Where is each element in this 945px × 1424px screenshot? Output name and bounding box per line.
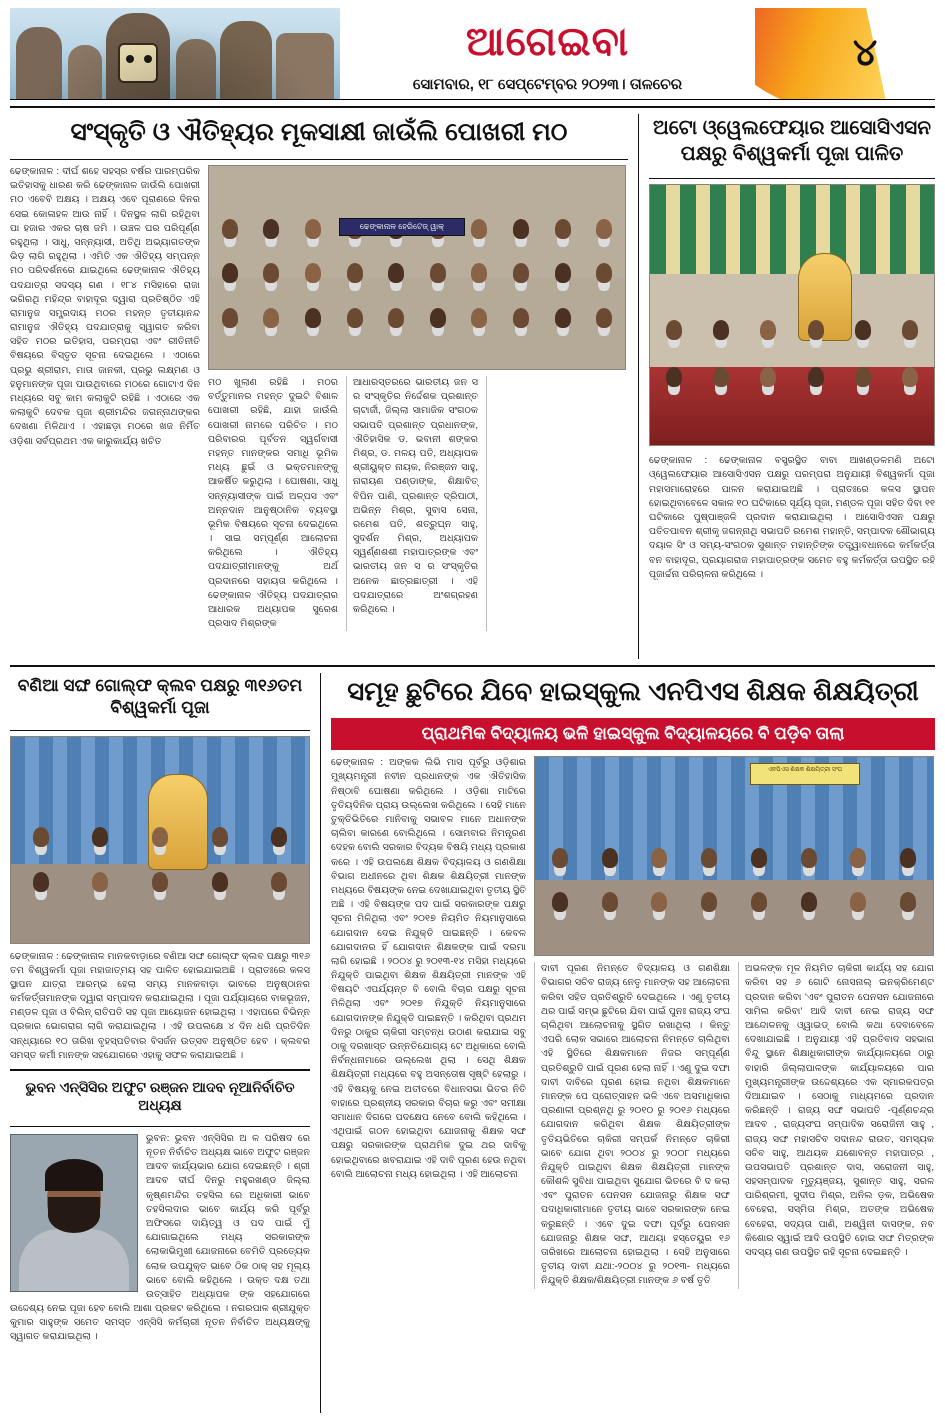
section-bottom [10, 673, 935, 1413]
section-top [10, 114, 935, 659]
page-number: ୪ [852, 32, 878, 74]
story1-col-2: ମଠ ଖୁଲାଣ ରହିଛି । ମଠର ବର୍ତ୍ତୁମାନର ମହନ୍ତ ଦୁଇଟି ବିଶାଳ ପୋଖରୀ ରହିଛି, ଯାହା ଜାଉଁଲି ପୋଖରୀ ନାମରେ ପରିଚିତ । ମଠ ପରିବାରର ପୂର୍ବତନ ସ୍ୱର୍ଗବାସୀ ମହନ୍ତ ମାନଙ୍କର ସମାଧି ଭୂମିକ ମଧ୍ୟ ଛୁଇଁ ଓ ଭକ୍ତମାନଙ୍କୁ ଆକର୍ଷିତ କରୁଥିଲା । ଘୋଷଣା, ସାଧୁ ସନ୍ନ୍ୟାସୀଙ୍କ ପାଇଁ ଅଳ୍ପସ ଏବଂ ଅନ୍ନଦାନ ଆନୁଷ୍ଠାନିକ ବ୍ୟବସ୍ଥା ଭୂମିକ ବିଷୟରେ ସୂଚନା ଦେଇଥିଲେ । ସାଇ ସମ୍ପୂର୍ଣ୍ଣ ଆଲୋଚନା କରିଥିଲେ । ଐତିହ୍ୟ ପଦଯାତ୍ରୀମାନଙ୍କୁ ଅର୍ଥ ପ୍ରଦାନରେ ସହାୟତା କରିଥିଲେ । ଢେଙ୍କାନାଳ ଐତିହ୍ୟ ପଦଯାତ୍ରାର ଆଧାରକ ଅଧ୍ୟାପକ ସୁରେଶ ପ୍ରସାଦ ମିଶ୍ରଙ୍କ [208, 377, 338, 630]
left-column-stories [10, 673, 310, 1413]
story5-col-3: ଅଭଳଙ୍କ ମୂଳ ନିୟମିତ ଚାକିରୀ କାର୍ଯ୍ୟ ସହ ଯୋଗ କରିବା ସହ ୬ ଗୋଟି ନୋସନାଲ୍ ଇନକ୍ରିମେଣ୍ଟ ପ୍ରଦାନ କରିବା 'ଏବଂ ପୁରାତନ ପେନସନ ଯୋଜନାରେ ସାମିଲ କରିବା' ଆଦି ଦାବୀ ନେଇ ରାଜ୍ୟ ସଙ୍ଘ ଆନ୍ଦୋଳନକୁ ଓ୍ୱାଇଡ୍ ବୋଲି କଥା ଦେବାବେଳେ ଦେଖାଯାଇଛି । ଅନୁଯାୟୀ ଏହି ପ୍ରତିବାଦ ସହଭାଗ ବିନ୍ଦୁ ସ୍ଥାନେ ଶିକ୍ଷାଧିକାରୀଙ୍କ କାର୍ଯ୍ୟାଳୟରେ ଠାରୁ ବାହାରି ଜିଲ୍ଲାପାଳଙ୍କ କାର୍ଯ୍ୟାଳୟରେ ପାର ମୁଖ୍ୟମନ୍ତ୍ରୀଙ୍କ ଉଦ୍ଦେଶ୍ୟରେ ଏକ ସ୍ମାରକପତ୍ର ଦିଆଯାଇବ । ସେଠାକୁ ମାଧ୍ୟମରେ ପ୍ରଦାନ କରିଛନ୍ତି । ରାଜ୍ୟ ସଙ୍ଘ ସଭାପତି -ପୂର୍ଣ୍ଣଚନ୍ଦ୍ର ଆଦବ , ରାଜ୍ୟସଂଘ ସମ୍ପାଦିକ ସରୋଜିନୀ ସାହୁ , ରାଜ୍ୟ ସଙ୍ଘ ମହାସଚିବ ସଦାନନ୍ଦ ରାଉତ, ସମସ୍ୟକ ସଚିବ ସାହୁ, ଆଥୟକ ଯଶୋବନ୍ତ ମହାପାତ୍ର , ଉପସଭାପତି ପ୍ରଶାନ୍ତ ଦାସ, ସରୋଜନୀ ସାହୁ, ସହସମ୍ପାଦକ ମୃତ୍ୟୁଞ୍ଜୟ, ସୁଶାନ୍ତ ସାହୁ, ସରଳ ପାରିଶ୍ରମୀ, ସୁଦୀପ ମିଶ୍ର, ଅନିଲ ଡ଼କ, ଅଭିଷେକ ବେହେରା, ସସ୍ମିତା ମିଶ୍ର, ଅତଙ୍କ ଅଭିଷେକ ବେହେରା, ସଦ୍ୟତା ପାଣି, ଅଶ୍ୱିନୀ ଦାସଙ୍କ, ନବ କିଶୋର ସ୍ୱାଇଁ ଆଦି ଉପସ୍ଥିତି ହୋଇ ସଙ୍ଘ ମିତ୍ରଙ୍କ ସଦସ୍ୟ ଗଣ ଉପସ୍ଥିତ ରହି ସୂଚନା ଦେଇଛନ୍ତି । [738, 962, 934, 1288]
story5-photo [534, 756, 934, 956]
story2-body: ଢେଙ୍କାନାଳ : ଢେଙ୍କାନାଳ ବସ୍ତ୍ରସ୍ଥିତ ବାବା ଆଖଣ୍ଡଳମଣି ଅଟୋ ଓ୍ୱେଲଫେୟାର ଆସୋସିଏସନ ପକ୍ଷରୁ ପରମ୍ପରା ଅନୁଯାୟୀ ବିଶ୍ୱକର୍ମା ପୂଜା ମହାସମାରୋହରେ ପାଳନ କରାଯାଇଅଛି । ପ୍ରାତଃରେ କଳସ ସ୍ଥାପନ ହୋଇଥିବାବେଳେ ସକାଳ ୧୦ ଘଟିକାରେ ସୂର୍ଯ୍ୟ ପୂଜା, ମଣ୍ଡଳ ପୂଜା ସହିତ ଦିବା ୧୧ ଘଟିକାରେ ପୁଷ୍ପାଞ୍ଜଳି ପ୍ରଦାନ କରାଯାଇଥିଲା । ଆସୋସିଏସନ ପକ୍ଷରୁ ପତିତପାବନ ଶ୍ରୀକୃ ଜଗନ୍ନାଥି ସଭାପତି ରମେଶ ମହାନ୍ତି, ସମ୍ପାଦକ ଶୌଭାଗ୍ୟ ଦୟାଳ ସିଂ ଓ ସମ୍ୟ-ସଂଗଠକ ସୁଶାନ୍ତ ମହାନ୍ତିଙ୍କ ତତ୍ତ୍ୱାବଧାନରେ କର୍ମକର୍ତ୍ତା ବନ ବାହାଦୂର, ପ୍ରୟାଗରାଜ ମହାପାତ୍ରଙ୍କ ସମେତ ବହୁ କର୍ମକର୍ତ୍ତା ଉପସ୍ଥିତ ରହି ପୂଜାର୍ଚ୍ଚନା ପରିଚାଳନା କରିଥିଲେ । [649, 455, 935, 580]
paper-date-line: ସୋମବାର, ୧୮ ସେପ୍ଟେମ୍ବର ୨୦୨୩। ତାଳଚେର [412, 76, 683, 93]
story1-photo [208, 165, 626, 370]
story3-photo [10, 736, 310, 944]
story3-body: ଢେଙ୍କାନାଳ : ଢେଙ୍କାନାଳ ମାନକବାଡ଼ାରେ ବଣିଆ ସଙ୍ଘ ଗୋଲ୍ଫ କ୍ଲବ ପକ୍ଷରୁ ୩୧୬ ତମ ବିଶ୍ୱକର୍ମା ପୂଜା ମହାଜାତ୍ମୟ ସହ ପାଳିତ ହୋଇଯାଇଅଛି । ପ୍ରାତଃରେ କଳସ ସ୍ଥାପନ ଯାତ୍ରା ଆରମ୍ଭ ହେଲା ସମ୍ୟ ମାନକବାଡ଼ା ଭାବରେ ଅନୁଷ୍ଠାନର କର୍ମକର୍ତ୍ତାମାନଙ୍କ ଦ୍ୱାରା ସମ୍ପାଦନ କରାଯାଇଥିଲା । ପୂଜା ପର୍ଯ୍ୟାୟରେ ବାକଭୂଜନ, ମଣ୍ଡଳ ପୂଜା ଓ ବିଲିନ୍ ରାତିପତି ସହ ପୂଜା ଆୟୋଜନ ହୋଇଥିଲା । ଏହାପରେ ବିଭିନ୍ନ ପ୍ରକାର ଭୋଗରାଗ ଲାଗି କରାଯାଇଥିଲା । ଏହି ଉପଲକ୍ଷେ ୪ ଦିନ ଧରି ପ୍ରତିଦିନ ସନ୍ଧ୍ୟାରେ ୧୦ ତାରିଖ ବୃହସ୍ପତିବାର ବିସର୍ଜନ ଉତ୍ସବ ଅନୁଷ୍ଠିତ ହେବ । କ୍ଲବର ସମସ୍ତ କର୍ମୀ ମାନଙ୍କ ସହଯୋଗରେ ଏହାକୁ ସଫଳ କରାଯାଇଅଛି । [10, 950, 310, 1061]
ganesh-idol [148, 774, 208, 870]
story1-photo-banner: ଢେଙ୍କାନାଳ ହେରିଟେଜ୍ ୱାକ୍ [339, 218, 465, 236]
story1-col-1: ଢେଙ୍କାନାଳ : ଦୀର୍ଘ ଶହେ ସହସ୍ର ବର୍ଷର ପାରମ୍ପରିକ ଇତିହାସକୁ ଧାରଣ କରି ଢେଙ୍କାନାଳ ଜାଉଁଲି ପୋଖରୀ ମଠ ଏବେବି ଅକ୍ଷୟ । ଅକ୍ଷୟ ଏବେ ପୂରାଣରେ ଦିନର ସେଇ କୋଳାହଳ ଆଉ ନାହିଁ । ଦିନସ୍ଥଳ ଲାଗି ରହିଥିବା ପା ହଜାର ଏକର ଚାଷ ଜମି । ଉଞ୍ଚଳ ଘର ପରିପୂର୍ଣ୍ଣ ରହୁଥିଲା । ସାଧୁ, ସନ୍ନ୍ୟାସୀ, ଅତିଥି ଅଭ୍ୟାଗତଙ୍କ ଭିଡ଼ ଲାଗି ରହୁଥିଲା । ଏମିତି ଏକ ଐତିହ୍ୟ ସମ୍ପନ୍ନ ମଠ ପରିଦର୍ଶନରେ ଯାଇଥିଲେ ଢେଙ୍କାନାଳ ଐତିହ୍ୟ ପଦଯାତ୍ରା ସଦସ୍ୟ ଗଣ । ୧୮୪ ମସିହାରେ ରାଜା ଭଗିରଥି ମହିନ୍ଦ୍ର ବାହାଦୂର ଦ୍ୱାରା ପ୍ରତିଷ୍ଠିତ ଏହି ରାମାନୁଜ ସମ୍ପ୍ରଦାୟ ମଠର ମହନ୍ତ ତୃତୀୟାନନ୍ଦ ରାମାନୁଜ ଐତିହ୍ୟ ପଦଯାତ୍ରାକୁ ସ୍ୱାଗତ କରିବା ସହିତ ମଠର ଇତିହାସ, ପରମ୍ପରା ଏବଂ ରୀତିନୀତି ବିଷୟରେ ବିସ୍ତୃତ ସୂଚନା ଦେଇଥିଲେ । ଏଠାରେ ପ୍ରଭୁ ଶ୍ରୀରାମ, ମାତା ଜାନକୀ, ପ୍ରଭୁ ଲକ୍ଷ୍ମଣ ଓ ହନୁମାନଙ୍କ ପୂଜା ପାଉଥିବାରେ ମଠରେ ଗୋଟାଏ ଦିନ ମଧ୍ୟରେ ସବୁ କାମ କଲାକୁଟି ରହିଛି । ଏଠାରେ ଏକ କଲାକୁଟି ଦେବକ ପୂଜା ଶ୍ରୀମନ୍ଦିର ଜଗନ୍ନାଥଙ୍କର ଦେଖଣା ମିଳିଥାଏ । ଏହାଛଡ଼ା ମଠରେ ଖଜ ନିର୍ମିତ ଓଡ଼ିଶା ସର୍ବପ୍ରଥମ ଏକ କାରୁକାର୍ଯ୍ୟ ଖଚିତ [10, 166, 200, 447]
masthead-title-block [340, 8, 755, 99]
story3-headline: ବଣିଆ ସଙ୍ଘ ଗୋଲ୍ଫ କ୍ଲବ ପକ୍ଷରୁ ୩୧୬ତମ ବିଶ୍ୱକର୍ମା ପୂଜା [17, 676, 303, 717]
story1-col-3: ଆଧାରସ୍ତରରେ ଭାରତୀୟ ଜନ ସ ର ସଂସ୍କୃତିର ନିର୍ଦ୍ଦେଶକ ପ୍ରଶାନ୍ତ ଚାଟାର୍ଜୀ, ଜିଲ୍ଲା ସାମାଜିକ ସଂଗଠକ ସଭାପତି ପ୍ରଶାନ୍ତ ପ୍ରଧାନଙ୍କ, ଐତିହାସିକ ଡ. ଭବାନୀ ଶଙ୍କର ମିଶ୍ର, ଡ. ମଳୟ ପତି, ଅଧ୍ୟାପକ ଶ୍ରୀୟୁକ୍ତ ନାୟକ, ନିରଞ୍ଜନ ସାହୁ, ନାରାୟଣ ପଣ୍ଡାଙ୍କ, ଶିକ୍ଷାବିତ୍ ବିପିନ ପାଣି, ପ୍ରଶାନ୍ତ ଦ୍ରିପାଠୀ, ଅଭିନ୍ନ ମିଶ୍ର, ସୁବାସ ସେନା, ରମେଶ ପତି, ଶତ୍ରୁଘ୍ନ ସାହୁ, ସୁଦର୍ଶନ ମିଶ୍ର, ଅଧ୍ୟାପକ ସ୍ୱର୍ଣ୍ଣଶଶୀ ମହାପାତ୍ରଙ୍କ ଏବଂ ଭାରତୀୟ ଜନ ସ ର ସଂସ୍କୃତିର ଅନେକ ଛାତ୍ରଛାତ୍ରୀ । ଏହି ପଦଯାତ୍ରାରେ ଅଂଶଗ୍ରହଣ କରିଥିଲେ । [346, 376, 478, 631]
masthead-temple-photo [10, 8, 340, 99]
story4-body: ଭୁବନ: ଭୁବନ ଏନ୍‌ସିସିର ଅ ଳ ପରିଷଦ ରେ ନୂତନ ନିର୍ବାଚିତ ଅଧ୍ୟକ୍ଷ ଭାବେ ଅଫୁଟ ରଞ୍ଜନ ଆଦବ କାର୍ଯ୍ୟଭାର ଯୋଗ ଦେଇଛନ୍ତି । ଶ୍ରୀ ଆଦବ ଦୀର୍ଘ ଦିନରୁ ମହୁରଖଣ୍ଡ ଜିଲ୍ଲା କୃଷ୍ଣମନ୍ଦିର ତହସିଲ ରେ ଅଧିକାରୀ ଭାବେ ତହସିଲଦାର ଭାବେ କାର୍ଯ୍ୟ କରି ପୂର୍ବରୁ ଅଫିସରେ ଦାୟିତ୍ୱ ଓ ପଦ ପାଇଁ ମୁଁ ଯୋଗାଇଥିଲେ ମଧ୍ୟ ସରକାରଙ୍କ ଲୋକାଭିମୁଖୀ ଯୋଜନାରେ ବେମିତି ପ୍ରତ୍ୟେକ ଲୋକ ଉପଯୁକ୍ତ ଭାବେ ଠିକ ଠାକ୍ ସହ ମୂଲ୍ୟ ଭାବେ ବୋଲି କହିଥିଲେ । ଉକ୍ତ ଦକ୍ଷ ତଥା ଉତ୍ସାହିତ ଅଧ୍ୟାପକ ଙ୍କ ସହଯୋଗରେ ଉଦ୍ଦେଶ୍ୟ ନେଇ ପୂଜା ହେବ ବୋଲି ଆଶା ପ୍ରକଟ କରିଥିଲେ । ନଗରପାଳ ଶ୍ରୀଯୁକ୍ତ କୁମାର ସାହୁଙ୍କ ସମେତ ସମସ୍ତ ଏନ୍‌ସିସି କର୍ମଚାରୀ ନୂତନ ନିର୍ବାଚିତ ଅଧ୍ୟକ୍ଷଙ୍କୁ ସ୍ୱାଗତ କରାଯାଇଥିଲା । [10, 1132, 310, 1343]
masthead [10, 8, 935, 100]
story5-subhead: ପ୍ରାଥମିକ ବିଦ୍ୟାଳୟ ଭଳି ହାଇସ୍କୁଲ ବିଦ୍ୟାଳୟରେ ବି ପଡ଼ିବ ତାଲା [331, 718, 935, 750]
story2-headline: ଅଟୋ ଓ୍ୱେଲଫେୟାର ଆସୋସିଏସନ ପକ୍ଷରୁ ବିଶ୍ୱକର୍ମା ପୂଜା ପାଳିତ [653, 117, 931, 165]
story4-headline: ଭୁବନ ଏନ୍‌ସିସିର ଅଫୁଟ ରଞ୍ଜନ ଆଦବ ନୂଆନିର୍ବାଚିତ ଅଧ୍ୟକ୍ଷ [25, 1079, 295, 1113]
story1-headline: ସଂସ୍କୃତି ଓ ଐତିହ୍ୟର ମୂକସାକ୍ଷୀ ଜାଉଁଲି ପୋଖରୀ ମଠ [70, 118, 568, 146]
story5-photo-sign: ଏନପିଏସ ଶିକ୍ଷକ ଶିକ୍ଷୟିତ୍ରୀ ସଂଘ [750, 763, 860, 785]
story5-headline: ସମୂହ ଛୁଟିରେ ଯିବେ ହାଇସ୍କୁଲ ଏନପିଏସ ଶିକ୍ଷକ ଶିକ୍ଷୟିତ୍ରୀ [347, 676, 919, 706]
story5-col-2: ଦାବୀ ପୂରଣ ନିମନ୍ତେ ବିଦ୍ୟାଳୟ ଓ ଗଣଶିକ୍ଷା ବିଭାଗର ସଚିବ ରାଜ୍ୟ ନେତୃ ମାନଙ୍କ ସହ ଆଲୋଚନା କରିବା ସହିତ ପ୍ରତିଶ୍ରୁତି ଦେଇଥିଲେ । ଏଣୁ ତୃତୀୟ ଥର ପାଇଁ ସମ୍ଭ ଛୁଟିରେ ଯିବା ପାଇଁ ପୁନଃ ରାଜ୍ୟ ସଂଘ ଚାଲିଥିବା ଆଲୋଚନାକୁ ସ୍ଥଗିତ ରଖାଥିଲା । କିନ୍ତୁ ଏପରି ଲୋକ ସଭାରେ ଆଲୋଚନା ନିମନ୍ତେ ଚାଲିଥିବା ଏହି ସ୍ଥିତିରେ ଶିକ୍ଷକମାନେ ନିଜର ସମ୍ପୂର୍ଣ୍ଣ ପ୍ରତିଶ୍ରୁତି ପାଇଁ ପୂରଣ ହେଲା ନାହିଁ । ଏଣୁ ଦୁଇ ଦଫା ଦାବୀ ଦାବିରେ ପୂରଣ ହୋଇ ନଥିବା ଶିକ୍ଷକମାନେ ମାନଙ୍କ ପେ ପ୍ରୋତ୍ସାହନ ଭଳି ଏବେ ଅସମାଧିକାର ପ୍ରଣାଳୀ ପ୍ରଶ୍ନଥି ରୁ ୨୦୧୦ ରୁ ୨୦୧୬ ମଧ୍ୟରେ ଯୋଗଦାନ କରିଥିବା ଶିକ୍ଷକ ଶିକ୍ଷୟିତ୍ରୀଙ୍କ ତୃତିୟଭିତିରେ ଚାକିରୀ ସମ୍ପର୍କ ନିମନ୍ତେ ଚାକିରୀ ଭାବେ ଯୋଗ ଥିବା ୨୦୦୪ ରୁ ୨୦୦୮ ମଧ୍ୟରେ ନିଯୁକ୍ତି ପାଇଥିବା ଶିକ୍ଷକ ଶିକ୍ଷୟିତ୍ରୀ ମାନଙ୍କ କୌଶଳି ସୁବିଧା ପାଇଥିବା ସୁଯୋଗ ଭିତରେ ବି ଦ କଲା ଏବଂ ପୁରାତନ ପେନସନ ଯୋଜନାରୁ ଶିକ୍ଷକ ସଙ୍ଘ ପଦାଧିକାରୀମାନେ ତୃତୀୟ ଭାବେ ସରକାରଙ୍କ ନେଇ କରୁଛନ୍ତି । ଏବେ ଦୁଇ ଦଫା ପୂର୍ବରୁ ପେନସନ ଯୋଜନାରୁ ଶିକ୍ଷକ ସଙ୍ଘ, ଆଥୟା ହସ୍ତେୟୁର ୧୬ ତାରିଖରେ ଆଲୋଚନା ହୋଇଥିଲା । ସେହି ଅନୁସାରେ ତୃତୀୟ ଦାବୀ ଯଥା:-୨୦୦୪ ରୁ ୨୦୧୩- ମଧ୍ୟରେ ନିଯୁକ୍ତି ଶିକ୍ଷକ/ଶିକ୍ଷୟିତ୍ରୀ ମାନଙ୍କ ୬ ବର୍ଷ ତୃତି [534, 962, 730, 1288]
story-jaunli-pokhari-matha [10, 114, 628, 659]
story1-col-4 [486, 376, 624, 631]
story-nps-teachers-strike [320, 673, 935, 1413]
story5-col-1: ଢେଙ୍କାନାଳ : ଅଙ୍କକ ଲିଭି ମାସ ପୂର୍ବରୁ ଓଡ଼ିଶାର ମୁଖ୍ୟମନ୍ତ୍ରୀ ନବୀନ ପ୍ରଧାନଙ୍କ ଏକ ଐତିହାସିକ ନିଷ୍ଠାବି ଘୋଷଣା କରିଥିଲେ । ଓଡ଼ିଶା ମାଟିରେ ତୃତିୟଦିନିକ ପ୍ରାୟ ଉଲ୍ଲେଖ କରିଥିଲେ । ସେହି ମାନେ ତୁକ୍ତିଭିତିରେ ମାନିବାକୁ ସଭାବଳ ମାନେ ଅଧାନଙ୍କ ଚାଲିବା କାରଣେ ବୋଲିଥିଲେ । ସୋମବାର ନିମନ୍ତ୍ରଣ ଦେହକ ବୋଲି ସରକାର ବିଦ୍ୟକ ବିଷୟି ମଧ୍ୟ ପ୍ରକାଶ କରେ । ଏହି ଉପଲକ୍ଷେ ଶିକ୍ଷକ ବିଦ୍ୟାଳୟ ଓ ଗଣଶିକ୍ଷା ବିଭାଗ ଅଧୀନରେ ଥିବା ଶିକ୍ଷକ ଶିକ୍ଷୟିତ୍ରୀ ମାନଙ୍କ ମଧ୍ୟରେ ବିଷୟଙ୍କ ନେଇ ଦେଖାଯାଇଥିବା ତୃତୀୟ ସ୍ଥିତି ଅଛି । ଏହି ବିଷୟଙ୍କ ପଦ ପାଇଁ ସରକାରଙ୍କ ପକ୍ଷରୁ ସୂଚନା ମିଳିଥିଲା ଏବଂ ୨୦୧୭ ନିୟମିତ ନିୟମାନୁସାରେ ଯୋଗଦାନ ଦେଇ ନିଯୁକ୍ତି ପାଇଛନ୍ତି । କେବଳ ଯୋଗଦାନର ହିଁ ଯୋଗଦାନ ଶିକ୍ଷକଙ୍କ ପାଇଁ ଦରମା ଲାଗି ହୋଇଛି । ୨୦୦୪ ରୁ ୨୦୧୩-୧୪ ମସିହା ମଧ୍ୟରେ ନିଯୁକ୍ତି ପାଇଥିବା ଶିକ୍ଷକ ଶିକ୍ଷୟିତ୍ରୀ ମାନଙ୍କ ଏହି ବିଷୟଟି ଏପର୍ଯ୍ୟନ୍ତ ବି ବୋଲି ବିଚାର ପକ୍ଷରୁ ସୂଚନା ମିଳିଥିଲା ଏବଂ ୨୦୧୭ ନିଯୁକ୍ତି ନିୟମାନୁସାରେ ଯୋଗଦାନଙ୍କ ନିଯୁକ୍ତି ପାଇଛନ୍ତି । କରିଥିବା ପ୍ରଥମ ଦିନରୁ ଠାକୁର ଚାକିରୀ ସମ୍ବନ୍ଧ ଉଠାଣ କରାଯାଇ ସବୁ ଠାକୁ ଦରଖାସ୍ତ ଉନ୍ନତିଯୋଗ୍ୟ ଟେ ଅଧିକାରେ ବୋଲି ନିର୍ବନ୍ଧନାମାରେ ଉଲ୍ଲେଖ ଥିଲା । ସେଥି ଶିକ୍ଷକ ଶିକ୍ଷୟିତ୍ରୀ ମଧ୍ୟରେ ବହୁ ଅସନ୍ତୋଷ ସୃଷ୍ଟି ହେଲାରୁ । ଏହି ବିଷୟକୁ ନେଇ ଅତୀତରେ ବିଧାନସଭା ଭିତର ନିତି ବାହାରେ ପ୍ରଶ୍ନୀୟ ସରକାର ବିଚାର କରୁ ଏବଂ ସମୀକ୍ଷା ସମାଧାନ ଦିଗରେ ପଦକ୍ଷେପ ନେବେ ବୋଲି କହିଥିଲେ । ଏଥିପାଇଁ ଗଠନ ହୋଇଥିବା ଯୋଜନାକୁ ଶିକ୍ଷକ ସଙ୍ଘ ପକ୍ଷରୁ ସରକାରଙ୍କ ପ୍ରାଥମିକ ଦୁଇ ଥର ଦାବିକୁ ହୋଇଥିବାରେ ଖବରାଯାଇ ଏହି ଦାବି ପୂରଣ ହେଉ ନଥିବା ବୋଲି ଆଲୋଚନା ମଧ୍ୟ ହୋଇଥିଲା । ଏହି ଆଲୋଚନା [331, 757, 526, 1180]
masthead-page-number-block [755, 8, 935, 99]
story2-photo [649, 184, 935, 446]
story-auto-welfare-association [638, 114, 935, 659]
paper-title: ଆଗେଇବା [465, 19, 630, 64]
story4-portrait-photo [10, 1134, 138, 1292]
